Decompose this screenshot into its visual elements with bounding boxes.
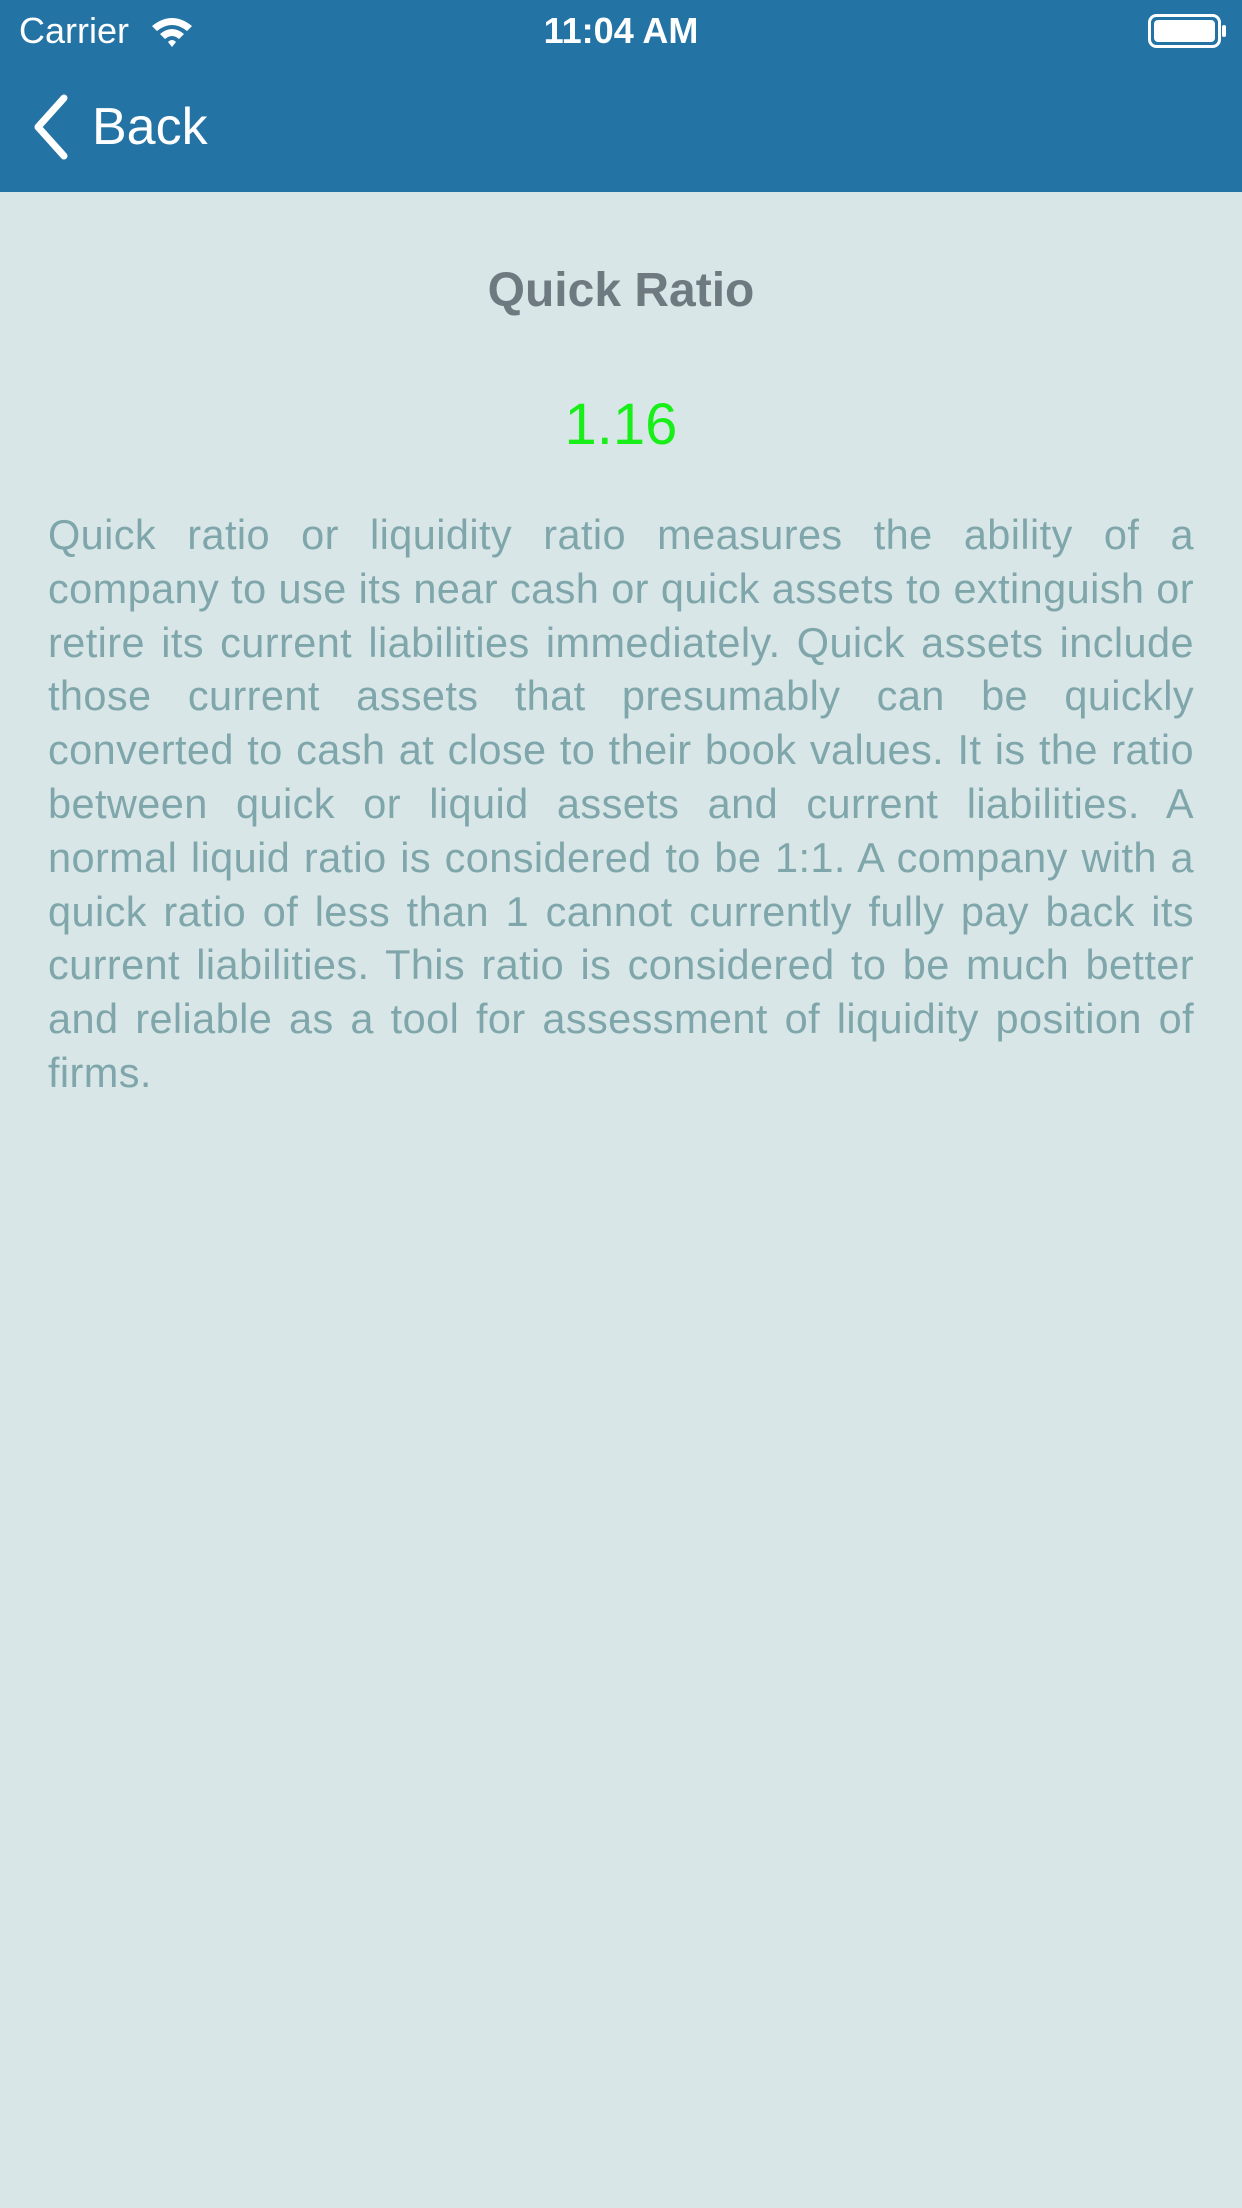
chevron-left-icon	[30, 94, 72, 160]
back-button[interactable]	[30, 92, 208, 162]
back-label: Back	[92, 98, 208, 156]
carrier-label: Carrier	[19, 10, 130, 51]
battery-icon	[1148, 14, 1228, 48]
status-bar	[0, 0, 1242, 60]
ratio-description: Quick ratio or liquidity ratio measures the ability of a company to use its near cash or quick assets to extinguish or retire its current liabilities immediately. Quick assets include those current assets that presumably can be quickly converted to cash at close to their book values. It is the ratio between quick or liquid assets and current liabilities. A normal liquid ratio is considered to be 1:1. A company with a quick ratio of less than 1 cannot currently fully pay back its current liabilities. This ratio is considered to be much better and reliable as a tool for assessment of liquidity position of firms.	[48, 511, 1194, 1096]
navigation-bar	[0, 0, 1242, 192]
page-title: Quick Ratio	[487, 264, 755, 317]
ratio-value: 1.16	[564, 392, 678, 457]
status-time: 11:04 AM	[543, 10, 699, 51]
